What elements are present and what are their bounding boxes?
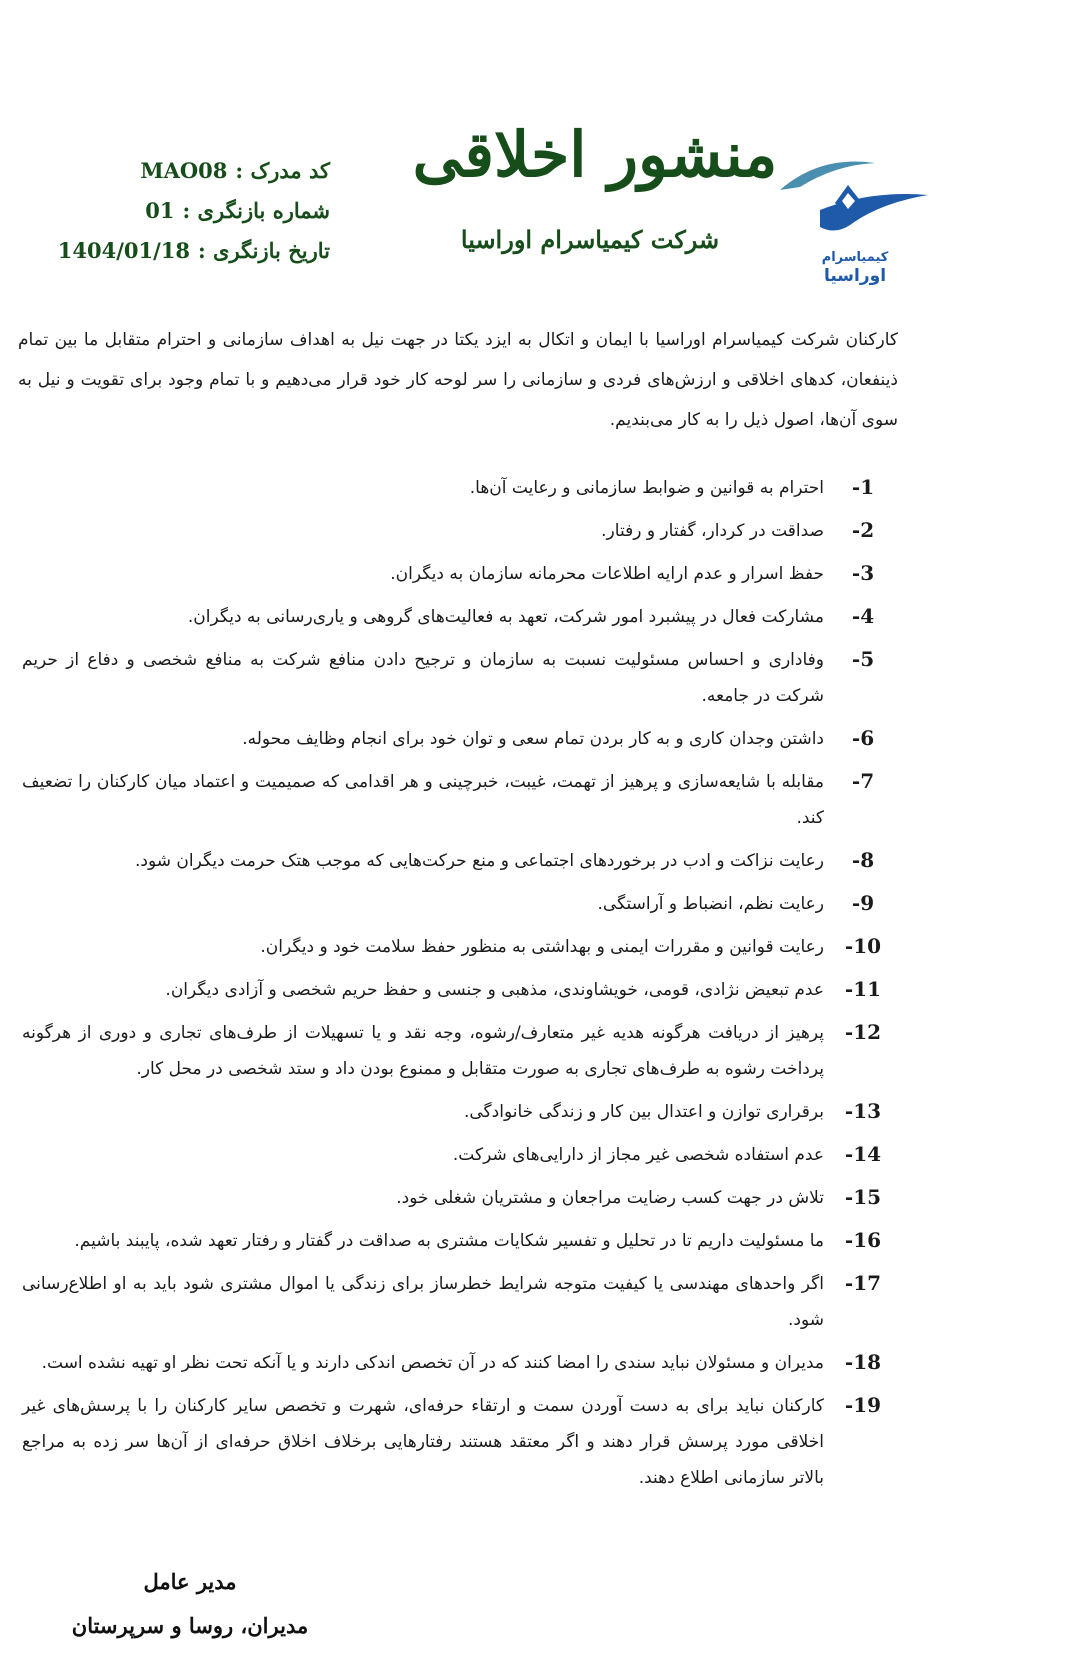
list-item (22, 886, 902, 922)
item-text: رعایت نظم، انضباط و آراستگی. (597, 894, 824, 914)
item-text: عدم تبعیض نژادی، قومی، خویشاوندی، مذهبی و جنسی و حفظ حریم شخصی و آزادی دیگران. (165, 980, 824, 1000)
logo-name-line2: اوراسیا (823, 266, 887, 286)
revision-date-label: تاریخ بازنگری : (197, 237, 330, 263)
item-text: رعایت نزاکت و ادب در برخوردهای اجتماعی و منع حرکت‌هایی که موجب هتک حرمت دیگران شود. (134, 851, 824, 871)
item-text: تلاش در جهت کسب رضایت مراجعان و مشتریان شغلی خود. (396, 1188, 824, 1208)
company-name: شرکت کیمیاسرام اوراسیا (460, 225, 720, 254)
list-item (22, 470, 902, 506)
item-number: -7 (851, 769, 875, 793)
list-item (22, 972, 902, 1008)
list-item (22, 1345, 902, 1381)
item-number: -11 (844, 977, 882, 1001)
revision-date-value: 1404/01/18 (57, 237, 190, 263)
item-number: -16 (844, 1228, 882, 1252)
item-number: -10 (844, 934, 882, 958)
list-item (22, 764, 902, 836)
logo-swoosh-icon (780, 155, 930, 255)
item-text: احترام به قوانین و ضوابط سازمانی و رعایت آن‌ها. (469, 478, 824, 498)
item-number: -13 (844, 1099, 882, 1123)
list-item (22, 1266, 902, 1338)
signature-managers: مدیران، روسا و سرپرستان (71, 1613, 309, 1638)
signature-block (60, 1560, 320, 1648)
item-number: -14 (844, 1142, 882, 1166)
list-item (22, 1223, 902, 1259)
item-number: -6 (851, 726, 875, 750)
revision-row (40, 190, 330, 230)
item-number: -17 (844, 1271, 882, 1295)
item-text: داشتن وجدان کاری و به کار بردن تمام سعی و توان خود برای انجام وظایف محوله. (242, 729, 824, 749)
intro-paragraph: کارکنان شرکت کیمیاسرام اوراسیا با ایمان و اتکال به ایزد یکتا در جهت نیل به اهداف سازمانی و احترام متقابل ما بین تمام ذینفعان، کدهای اخلاقی و ارزش‌های فردی و سازمانی را سر لوحه کار خود قرار می‌دهیم و با تمام وجود برای تقویت و نیل به سوی آن‌ها، اصول ذیل را به کار می‌بندیم. (18, 330, 898, 430)
item-text: مقابله با شایعه‌سازی و پرهیز از تهمت، غیبت، خبرچینی و هر اقدامی که صمیمیت و اعتماد میان کارکنان را تضعیف کند. (22, 772, 824, 828)
item-text: حفظ اسرار و عدم ارایه اطلاعات محرمانه سازمان به دیگران. (390, 564, 824, 584)
item-text: برقراری توازن و اعتدال بین کار و زندگی خانوادگی. (463, 1102, 824, 1122)
principles-list (22, 470, 902, 1503)
item-text: مدیران و مسئولان نباید سندی را امضا کنند که در آن تخصص اندکی دارند و یا آنکه تحت نظر او تهیه نشده است. (41, 1353, 824, 1373)
doc-code-label: کد مدرک : (235, 157, 330, 183)
item-number: -3 (851, 561, 875, 585)
item-number: -9 (851, 891, 875, 915)
revision-date-row (40, 230, 330, 270)
item-text: صداقت در کردار، گفتار و رفتار. (601, 521, 824, 541)
item-text: وفاداری و احساس مسئولیت نسبت به سازمان و ترجیح دادن منافع شرکت به منافع شخصی و دفاع از حریم شرکت در جامعه. (22, 650, 824, 706)
item-text: پرهیز از دریافت هرگونه هدیه غیر متعارف/رشوه، وجه نقد و یا تسهیلات از طرف‌های تجاری و دوری از هرگونه پرداخت رشوه به طرف‌های تجاری به صورت متقابل و ممنوع بودن داد و ستد شخصی در محل کار. (22, 1023, 824, 1079)
list-item (22, 513, 902, 549)
item-text: مشارکت فعال در پیشبرد امور شرکت، تعهد به فعالیت‌های گروهی و یاری‌رسانی به دیگران. (187, 607, 824, 627)
item-text: کارکنان نباید برای به دست آوردن سمت و ارتقاء حرفه‌ای، شهرت و تخصص سایر کارکنان را با پرسش‌های غیر اخلاقی مورد پرسش قرار دهند و اگر معتقد هستند رفتارهایی برخلاف اخلاق حرفه‌ای از آن‌ها سر زده به مراجع بالاتر سازمانی اطلاع دهند. (22, 1396, 824, 1488)
list-item (22, 556, 902, 592)
list-item (22, 929, 902, 965)
doc-code-row (40, 150, 330, 190)
revision-value: 01 (145, 197, 175, 223)
signature-ceo: مدیر عامل (143, 1569, 237, 1594)
revision-label: شماره بازنگری : (182, 197, 330, 223)
list-item (22, 599, 902, 635)
page-title: منشور اخلاقی (412, 118, 778, 191)
list-item (22, 1388, 902, 1496)
list-item (22, 721, 902, 757)
logo-name-line1: کیمیاسرام (821, 250, 889, 265)
doc-code-value: MAO08 (140, 157, 228, 183)
list-item (22, 1180, 902, 1216)
list-item (22, 1015, 902, 1087)
document-meta (40, 150, 330, 270)
item-number: -4 (851, 604, 875, 628)
item-number: -8 (851, 848, 875, 872)
item-text: رعایت قوانین و مقررات ایمنی و بهداشتی به منظور حفظ سلامت خود و دیگران. (260, 937, 824, 957)
item-text: عدم استفاده شخصی غیر مجاز از دارایی‌های شرکت. (452, 1145, 824, 1165)
item-text: اگر واحدهای مهندسی یا کیفیت متوجه شرایط خطرساز برای زندگی یا اموال مشتری شود باید به او اطلاع‌رسانی شود. (22, 1274, 824, 1330)
item-number: -2 (851, 518, 875, 542)
list-item (22, 1137, 902, 1173)
item-number: -5 (851, 647, 875, 671)
list-item (22, 1094, 902, 1130)
item-number: -15 (844, 1185, 882, 1209)
item-text: ما مسئولیت داریم تا در تحلیل و تفسیر شکایات مشتری به صداقت در گفتار و رفتار تعهد شده، پایبند باشیم. (74, 1231, 824, 1251)
item-number: -19 (844, 1393, 882, 1417)
item-number: -1 (851, 475, 875, 499)
list-item (22, 843, 902, 879)
item-number: -12 (844, 1020, 882, 1044)
list-item (22, 642, 902, 714)
item-number: -18 (844, 1350, 882, 1374)
